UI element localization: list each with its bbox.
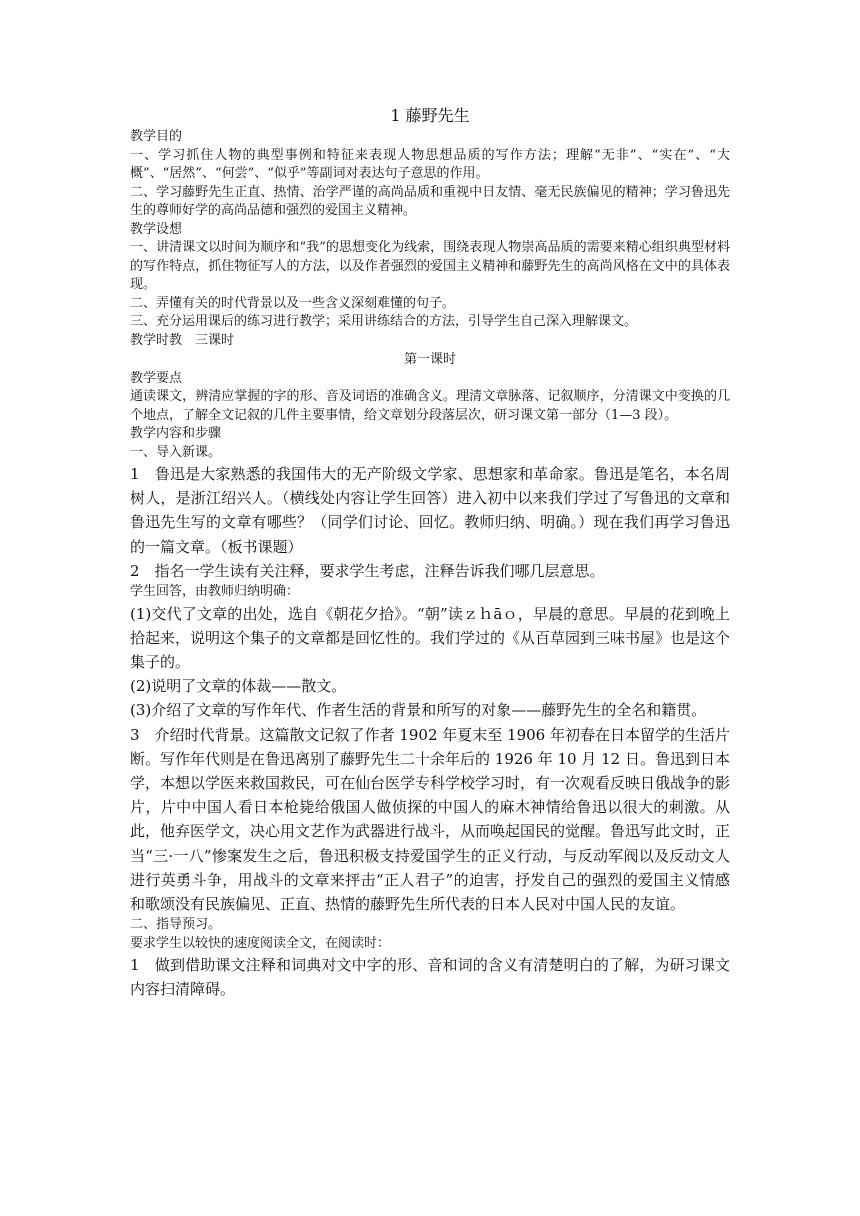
- section-heading-teaching-plan: 教学设想: [130, 221, 183, 237]
- teaching-time: 教学时教 三课时: [130, 332, 235, 348]
- teaching-goal-2: 二、学习藤野先生正直、热情、治学严谨的高尚品质和重视中日友情、毫无民族偏见的精神；学习鲁迅先生的尊师好学的高尚品德和强烈的爱国主义精神。: [130, 184, 730, 218]
- lesson-one-heading: 第一课时: [403, 352, 456, 367]
- teaching-plan-3: 三、充分运用课后的练习进行教学；采用讲练结合的方法，引导学生自己深入理解课文。: [130, 314, 638, 329]
- background-paragraph: 3 介绍时代背景。这篇散文记叙了作者 1902 年夏末至 1906 年初春在日本留学的生活片断。写作年代则是在鲁迅离别了藤野先生二十余年后的 1926 年 10 月 12 日。鲁迅到日本学，本想以学医来救国救民，可在仙台医学专科学校学习时，有一次观看反映日俄战争的影片，片中中国人看日本枪毙给俄国人做侦探的中国人的麻木神情给鲁迅以很大的刺激。从此，他弃医学文，决心用文艺作为武器进行战斗，从而唤起国民的觉醒。鲁迅写此文时，正当“三·一八”惨案发生之后，鲁迅积极支持爱国学生的正义行动，与反动军阀以及反动文人进行英勇斗争，用战斗的文章来抨击“正人君子”的迫害，抒发自己的强烈的爱国主义情感和歌颂没有民族偏见、正直、热情的藤野先生所代表的日本人民对中国人民的友谊。: [130, 725, 731, 913]
- step-preview-heading: 二、指导预习。: [130, 917, 222, 933]
- section-heading-teaching-points: 教学要点: [130, 370, 183, 386]
- section-heading-content-steps: 教学内容和步骤: [130, 426, 222, 441]
- student-answer-line: 学生回答，由教师归纳明确：: [130, 584, 300, 600]
- teaching-plan-1: 一、讲清课文以时间为顺序和“我”的思想变化为线索，围绕表现人物崇高品质的需要来精心组织典型材料的写作特点，抓住物征写人的方法，以及作者强烈的爱国主义精神和藤野先生的高尚风格在文中的具体表现。: [130, 240, 730, 292]
- section-heading-teaching-goals: 教学目的: [130, 129, 183, 144]
- preview-paragraph-1: 1 做到借助课文注释和词典对文中字的形、音和词的含义有清楚明白的了解，为研习课文内容扫清障碍。: [130, 956, 730, 999]
- teaching-plan-2: 二、弄懂有关的时代背景以及一些含义深刻难懂的句子。: [130, 295, 456, 311]
- introduction-paragraph-2: 2 指名一学生读有关注释，要求学生考虑，注释告诉我们哪几层意思。: [130, 561, 605, 580]
- preview-requirement: 要求学生以较快的速度阅读全文，在阅读时：: [130, 935, 391, 951]
- note-point-2: (2)说明了文章的体裁——散文。: [130, 677, 347, 696]
- note-point-1: (1)交代了文章的出处，选自《朝花夕拾》。“朝”读ｚｈāｏ，早晨的意思。早晨的花到晚上拾起来，说明这个集子的文章都是回忆性的。我们学过的《从百草园到三味书屋》也是这个集子的。: [130, 604, 731, 671]
- introduction-paragraph-1: 1 鲁迅是大家熟悉的我国伟大的无产阶级文学家、思想家和革命家。鲁迅是笔名，本名周树人，是浙江绍兴人。（横线处内容让学生回答）进入初中以来我们学过了写鲁迅的文章和鲁迅先生写的文章有哪些？（同学们讨论、回忆。教师归纳、明确。）现在我们再学习鲁迅的一篇文章。（板书课题）: [130, 465, 730, 556]
- teaching-points-text: 通读课文，辨清应掌握的字的形、音及词语的准确含义。理清文章脉落、记叙顺序，分清课文中变换的几个地点，了解全文记叙的几件主要事情，给文章划分段落层次，研习课文第一部分（1—3 段）。: [130, 389, 730, 423]
- step-introduction-heading: 一、导入新课。: [130, 444, 222, 460]
- document-title: 1 藤野先生: [390, 106, 470, 125]
- document-content: [130, 104, 730, 1002]
- teaching-goal-1: 一、学习抓住人物的典型事例和特征来表现人物思想品质的写作方法；理解“无非”、“实在”、“大概”、“居然”、“何尝”、“似乎”等副词对表达句子意思的作用。: [130, 147, 730, 181]
- note-point-3: (3)介绍了文章的写作年代、作者生活的背景和所写的对象——藤野先生的全名和籍贯。: [130, 701, 707, 720]
